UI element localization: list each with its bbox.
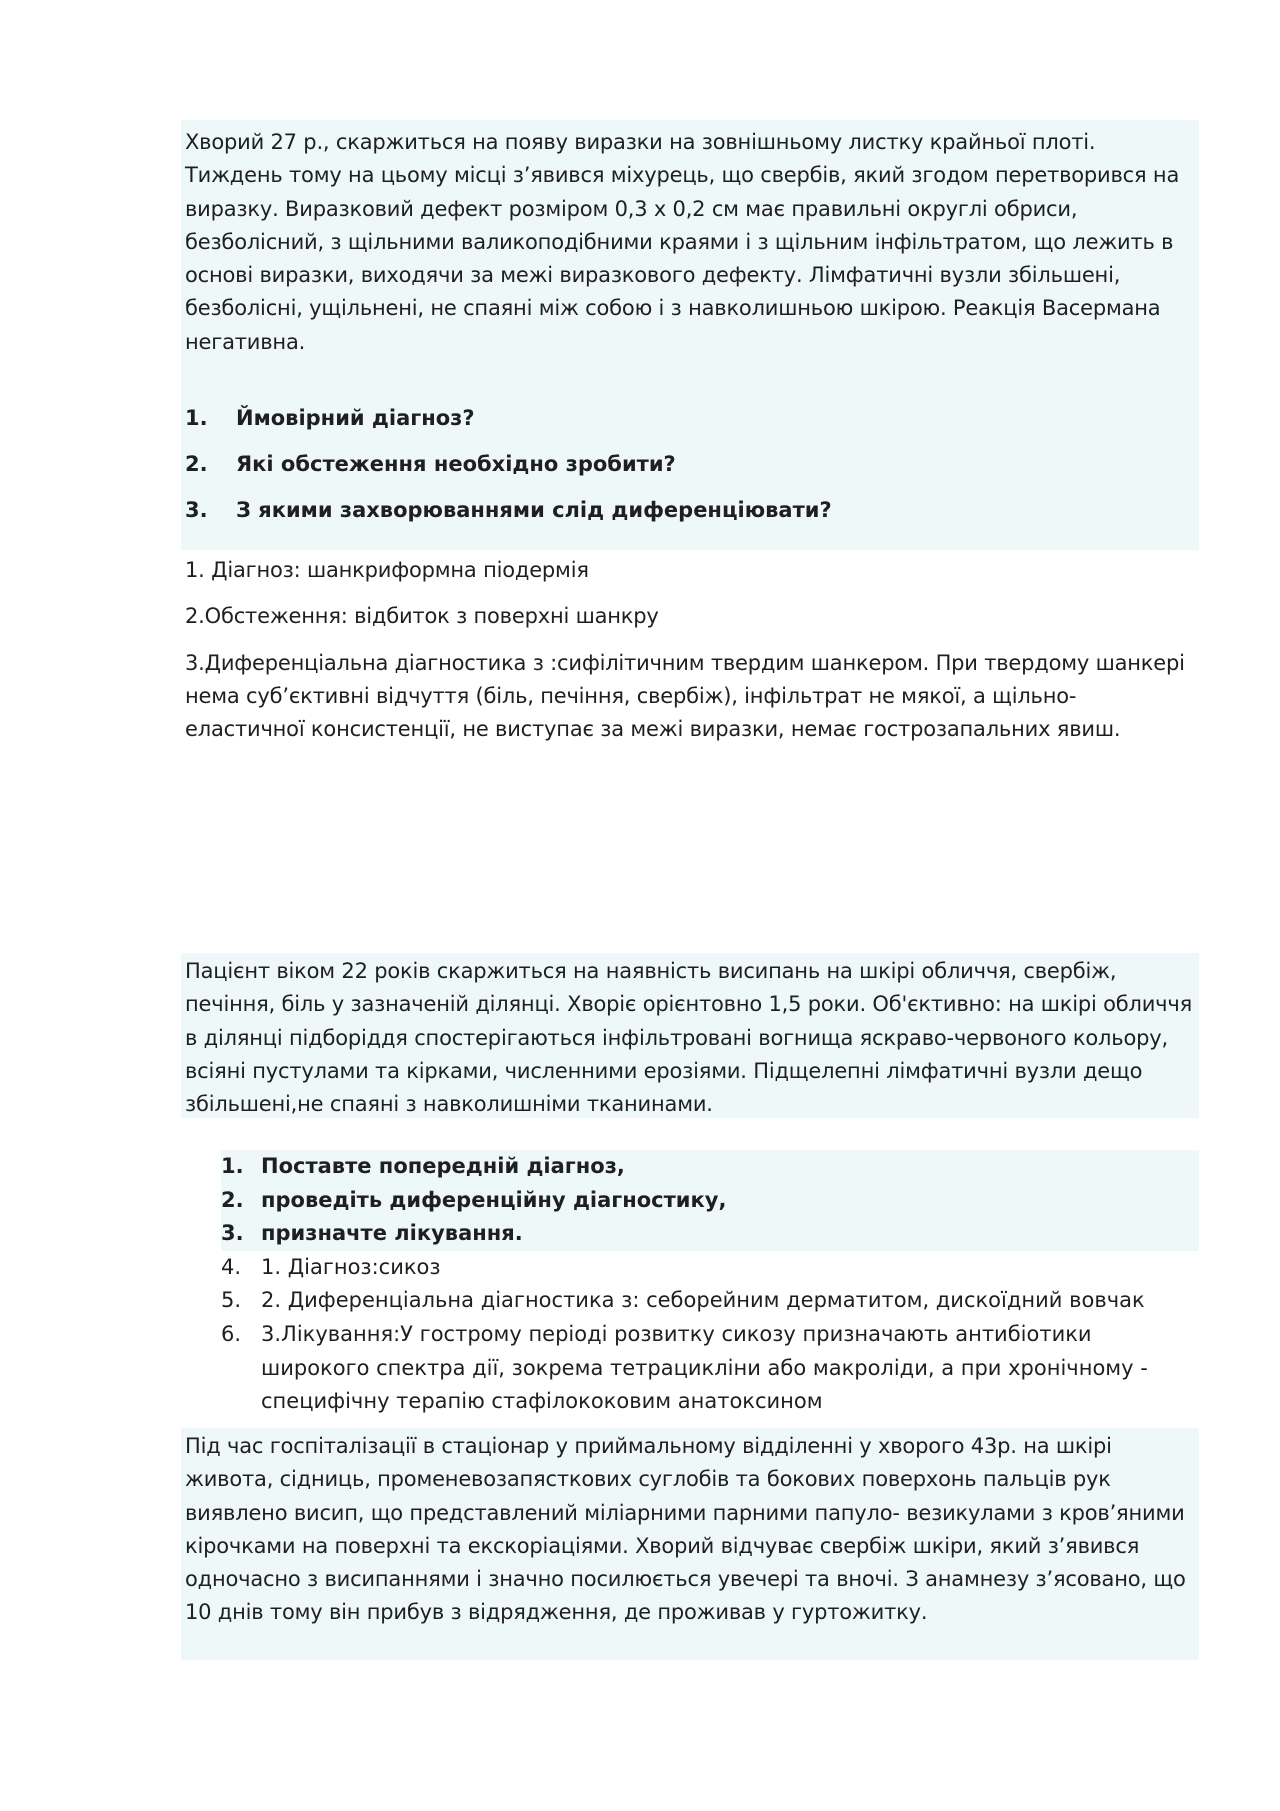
list-item	[221, 1284, 1199, 1318]
case-1-block	[181, 120, 1199, 763]
question-number: 2.	[185, 452, 208, 477]
case-1-answers	[181, 550, 1199, 763]
list-number: 2.	[221, 1187, 244, 1212]
case-2-tasks	[221, 1150, 1199, 1251]
list-item	[221, 1184, 1199, 1218]
list-item	[221, 1217, 1199, 1251]
list-number: 6.	[221, 1321, 242, 1346]
question-number: 3.	[185, 498, 208, 523]
answer-examination: 2.Обстеження: відбиток з поверхні шанкру	[185, 604, 659, 629]
case-1-description: Хворий 27 р., скаржиться на появу виразки на зовнішньому листку крайньої плоті. Тиждень тому на цьому місці з’явився міхурець, що свербів, який згодом перетворився на виразку. Виразковий дефект розміром 0,3 х 0,2 см має правильні округлі обриси, безболісний, з щільними валикоподібними краями і з щільним інфільтратом, що лежить в основі виразки, виходячи за межі виразкового дефекту. Лімфатичні вузли збільшені, безболісні, ущільнені, не спаяні між собою і з навколишньою шкірою. Реакція Васермана негативна.	[185, 130, 1180, 354]
list-text: 1. Діагноз:сикоз	[261, 1254, 441, 1279]
answer-diagnosis: 1. Діагноз: шанкриформна піодермія	[185, 558, 589, 582]
list-text: 3.Лікування:У гострому періоді розвитку сикозу призначають антибіотики широкого спектра дії, зокрема тетрацикліни або макроліди, а при хронічному - специфічну терапію стафілококовим анатоксином	[261, 1321, 1148, 1414]
case-3-description: Під час госпіталізації в стаціонар у приймальному відділенні у хворого 43р. на шкірі живота, сідниць, променевозапясткових суглобів та бокових поверхонь пальців рук виявлено висип, що представлений міліарними парними папуло- везикулами з кров’яними кірочками на поверхні та екскоріаціями. Хворий відчуває свербіж шкіри, який з’явився одночасно з висипаннями і значно посилюється увечері та вночі. З анамнезу з’ясовано, що 10 днів тому він прибув з відрядження, де проживав у гуртожитку.	[181, 1428, 1199, 1660]
list-text: 2. Диференціальна діагностика з: себорейним дерматитом, дискоїдний вовчак	[261, 1288, 1145, 1313]
case-2-list	[221, 1150, 1199, 1419]
question-number: 1.	[185, 406, 208, 431]
case-1-question	[185, 441, 1195, 487]
case-1-question	[185, 395, 1195, 441]
case-1-shaded-section	[181, 120, 1199, 550]
question-text: Які обстеження необхідно зробити?	[236, 452, 676, 477]
list-text: проведіть диференційну діагностику,	[261, 1187, 727, 1212]
list-text: призначте лікування.	[261, 1221, 523, 1246]
answer-differential: 3.Диференціальна діагностика з :сифілітичним твердим шанкером. При твердому шанкері нема суб’єктивні відчуття (біль, печіння, свербіж), інфільтрат не мякої, а щільно-еластичної консистенції, не виступає за межі виразки, немає гострозапальних явиш.	[185, 650, 1185, 742]
list-item	[221, 1150, 1199, 1184]
list-number: 3.	[221, 1221, 244, 1246]
list-number: 1.	[221, 1154, 244, 1178]
list-number: 4.	[221, 1254, 242, 1279]
list-number: 5.	[221, 1288, 242, 1313]
list-item	[221, 1318, 1199, 1419]
question-text: З якими захворюваннями слід диференціювати?	[236, 498, 832, 523]
list-text: Поставте попередній діагноз,	[261, 1154, 625, 1178]
list-item	[221, 1251, 1199, 1285]
question-text: Ймовірний діагноз?	[236, 406, 475, 431]
case-1-question	[185, 487, 1195, 533]
case-2-description: Пацієнт віком 22 років скаржиться на наявність висипань на шкірі обличчя, свербіж, печіння, біль у зазначеній ділянці. Хворіє орієнтовно 1,5 роки. Об'єктивно: на шкірі обличчя в ділянці підборіддя спостерігаються інфільтровані вогнища яскраво-червоного кольору, всіяні пустулами та кірками, численними ерозіями. Підщелепні лімфатичні вузли дещо збільшені,не спаяні з навколишніми тканинами.	[181, 953, 1199, 1118]
